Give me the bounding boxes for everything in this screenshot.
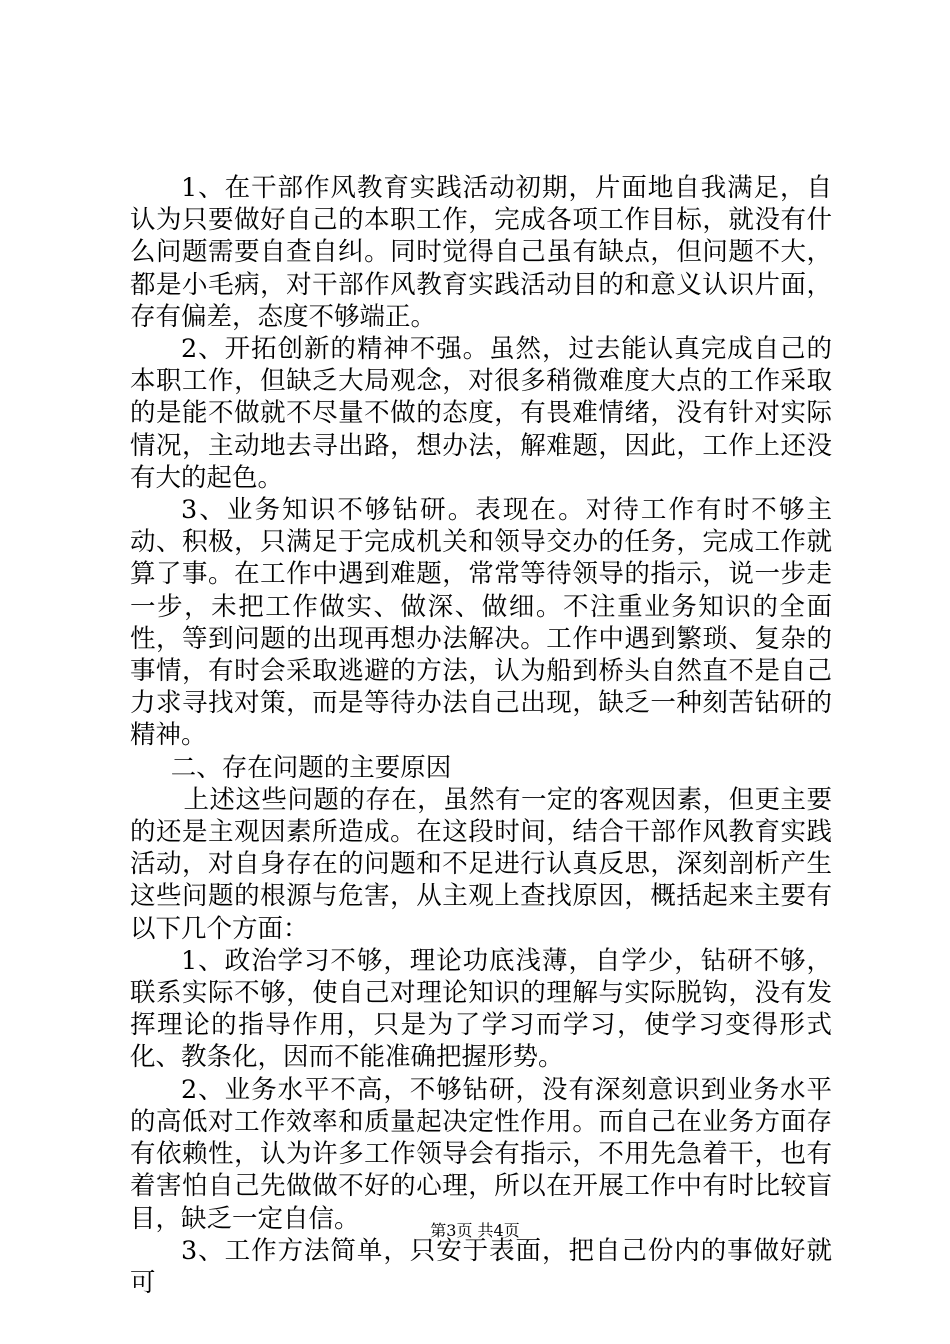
document-body [130, 172, 832, 1299]
paragraph-3: 3、业务知识不够钻研。表现在。对待工作有时不够主动、积极，只满足于完成机关和领导交办的任务，完成工作就算了事。在工作中遇到难题，常常等待领导的指示，说一步走一步，未把工作做实、做深、做细。不注重业务知识的全面性，等到问题的出现再想办法解决。工作中遇到繁琐、复杂的事情，有时会采取逃避的方法，认为船到桥头自然直不是自己力求寻找对策，而是等待办法自己出现，缺乏一种刻苦钻研的精神。 [130, 495, 832, 751]
paragraph-6: 2、业务水平不高，不够钻研，没有深刻意识到业务水平的高低对工作效率和质量起决定性作用。而自己在业务方面存有依赖性，认为许多工作领导会有指示，不用先急着干，也有着害怕自己先做做不好的心理，所以在开展工作中有时比较盲目，缺乏一定自信。 [130, 1074, 832, 1234]
section-heading: 二、存在问题的主要原因 [170, 752, 452, 783]
paragraph-2: 2、开拓创新的精神不强。虽然，过去能认真完成自己的本职工作，但缺乏大局观念，对很多稍微难度大点的工作采取的是能不做就不尽量不做的态度，有畏难情绪，没有针对实际情况，主动地去寻出路，想办法，解难题，因此，工作上还没有大的起色。 [130, 334, 832, 493]
paragraph-1: 1、在干部作风教育实践活动初期，片面地自我满足，自认为只要做好自己的本职工作，完成各项工作目标，就没有什么问题需要自查自纠。同时觉得自己虽有缺点，但问题不大，都是小毛病，对干部作风教育实践活动目的和意义认识片面，存有偏差，态度不够端正。 [130, 173, 832, 332]
paragraph-4: 上述这些问题的存在，虽然有一定的客观因素，但更主要的还是主观因素所造成。在这段时间，结合干部作风教育实践活动，对自身存在的问题和不足进行认真反思，深刻剖析产生这些问题的根源与危害，从主观上查找原因，概括起来主要有以下几个方面： [130, 784, 832, 944]
paragraph-5: 1、政治学习不够，理论功底浅薄，自学少，钻研不够，联系实际不够，使自己对理论知识的理解与实际脱钩，没有发挥理论的指导作用，只是为了学习而学习，使学习变得形式化、教条化，因而不能准确把握形势。 [130, 945, 832, 1073]
paragraph-7: 3、工作方法简单，只安于表面，把自己份内的事做好就可 [130, 1235, 832, 1298]
page-footer: 第3页 共4页 [430, 1221, 520, 1240]
